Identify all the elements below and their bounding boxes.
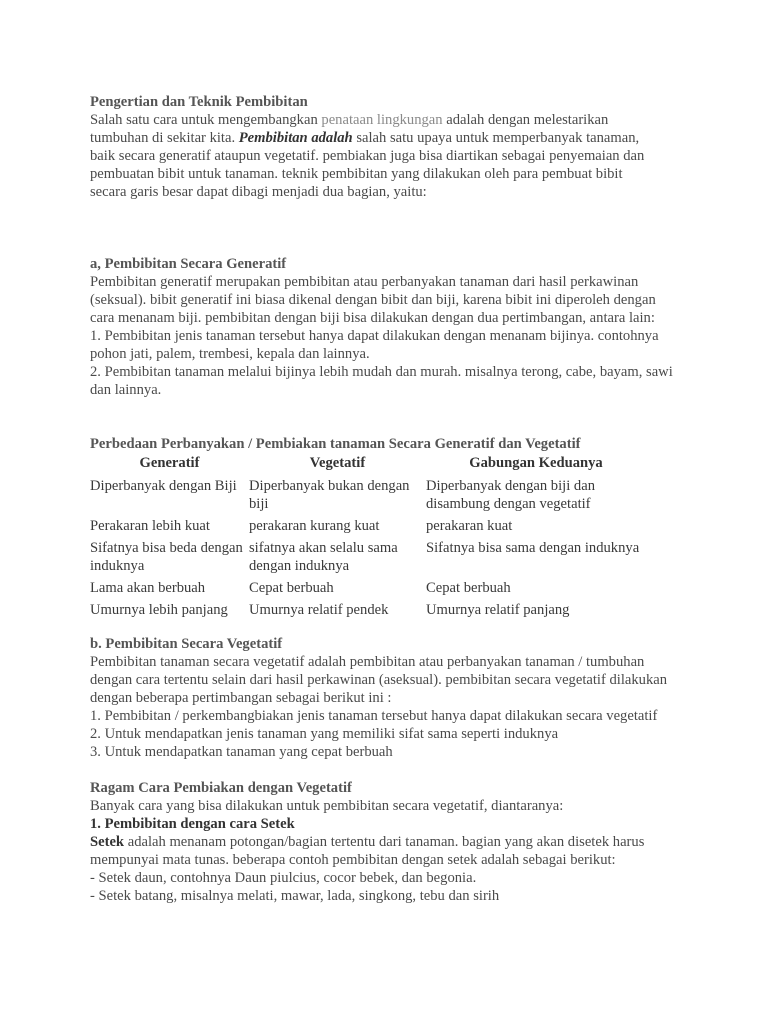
table-cell: Diperbanyak dengan biji dan disambung dengan vegetatif bbox=[426, 478, 595, 512]
table-row bbox=[90, 517, 646, 539]
table-row bbox=[90, 476, 646, 517]
table-row bbox=[90, 539, 646, 579]
intro-text-2: adalah dengan melestarikan tumbuhan di sekitar kita. bbox=[90, 112, 609, 146]
vegetatif-title: b. Pembibitan Secara Vegetatif bbox=[90, 636, 283, 652]
intro-text-1: Salah satu cara untuk mengembangkan bbox=[90, 112, 322, 128]
table-cell: Perakaran lebih kuat bbox=[90, 518, 210, 534]
ragam-title: Ragam Cara Pembiakan dengan Vegetatif bbox=[90, 780, 352, 796]
table-row bbox=[90, 579, 646, 601]
ragam-intro: Banyak cara yang bisa dilakukan untuk pembibitan secara vegetatif, diantaranya: bbox=[90, 798, 564, 814]
table-cell: Umurnya relatif panjang bbox=[426, 602, 570, 618]
table-cell: Cepat berbuah bbox=[249, 580, 334, 596]
setek-list-item-1: - Setek daun, contohnya Daun piulcius, cocor bebek, dan begonia. bbox=[90, 870, 477, 886]
comparison-table-title: Perbedaan Perbanyakan / Pembiakan tanaman Secara Generatif dan Vegetatif bbox=[90, 436, 581, 452]
table-cell: Cepat berbuah bbox=[426, 580, 511, 596]
table-cell: perakaran kurang kuat bbox=[249, 518, 380, 534]
intro-title: Pengertian dan Teknik Pembibitan bbox=[90, 94, 308, 110]
document-content bbox=[90, 93, 690, 905]
intro-text-3: salah satu upaya untuk memperbanyak tanaman, baik secara generatif ataupun vegetatif. pembiakan juga bisa diartikan sebagai penyemaian dan pembuatan bibit untuk tanaman. teknik pembibitan yang dilakukan oleh para pembuat bibit secara garis besar dapat dibagi menjadi dua bagian, yaitu: bbox=[90, 130, 645, 200]
intro-paragraph bbox=[90, 111, 655, 201]
table-cell: Diperbanyak bukan dengan biji bbox=[249, 478, 410, 512]
table-cell: perakaran kuat bbox=[426, 518, 513, 534]
header-gabungan: Gabungan Keduanya bbox=[469, 455, 603, 471]
vegetatif-item-1: 1. Pembibitan / perkembangbiakan jenis tanaman tersebut hanya dapat dilakukan secara vegetatif bbox=[90, 708, 658, 724]
generatif-item-1: 1. Pembibitan jenis tanaman tersebut hanya dapat dilakukan dengan menanam bijinya. contohnya pohon jati, palem, trembesi, kepala dan lainnya. bbox=[90, 328, 659, 362]
vegetatif-item-2: 2. Untuk mendapatkan jenis tanaman yang memiliki sifat sama seperti induknya bbox=[90, 726, 559, 742]
setek-paragraph bbox=[90, 833, 680, 869]
table-cell: Lama akan berbuah bbox=[90, 580, 206, 596]
table-cell: Umurnya relatif pendek bbox=[249, 602, 389, 618]
header-generatif: Generatif bbox=[139, 455, 200, 471]
vegetatif-paragraph: Pembibitan tanaman secara vegetatif adalah pembibitan atau perbanyakan tanaman / tumbuhan dengan cara tertentu selain dari hasil perkawinan (aseksual). pembibitan secara vegetatif dilakukan dengan beberapa pertimbangan sebagai berikut ini : bbox=[90, 654, 668, 706]
comparison-table bbox=[90, 454, 646, 623]
header-vegetatif: Vegetatif bbox=[309, 455, 366, 471]
generatif-title: a, Pembibitan Secara Generatif bbox=[90, 256, 287, 272]
vegetatif-item-3: 3. Untuk mendapatkan tanaman yang cepat berbuah bbox=[90, 744, 393, 760]
table-header-row bbox=[90, 454, 646, 476]
table-cell: sifatnya akan selalu sama dengan induknya bbox=[249, 540, 398, 574]
table-cell: Sifatnya bisa sama dengan induknya bbox=[426, 540, 640, 556]
table-cell: Umurnya lebih panjang bbox=[90, 602, 228, 618]
generatif-paragraph: Pembibitan generatif merupakan pembibitan atau perbanyakan tanaman dari hasil perkawinan (seksual). bibit generatif ini biasa dikenal dengan bibit dan biji, karena bibit ini diperoleh dengan cara menanam biji. pembibitan dengan biji bisa dilakukan dengan dua pertimbangan, antara lain: bbox=[90, 274, 656, 326]
setek-subtitle: 1. Pembibitan dengan cara Setek bbox=[90, 816, 295, 832]
setek-description: adalah menanam potongan/bagian tertentu dari tanaman. bagian yang akan disetek harus mempunyai mata tunas. beberapa contoh pembibitan dengan setek adalah sebagai berikut: bbox=[90, 834, 645, 868]
generatif-item-2: 2. Pembibitan tanaman melalui bijinya lebih mudah dan murah. misalnya terong, cabe, bayam, sawi dan lainnya. bbox=[90, 364, 673, 398]
table-row bbox=[90, 601, 646, 623]
setek-term: Setek bbox=[90, 834, 125, 850]
table-cell: Sifatnya bisa beda dengan induknya bbox=[90, 540, 243, 574]
penataan-lingkungan-link[interactable]: penataan lingkungan bbox=[321, 112, 443, 128]
pembibitan-adalah-term: Pembibitan adalah bbox=[238, 130, 353, 146]
setek-list-item-2: - Setek batang, misalnya melati, mawar, lada, singkong, tebu dan sirih bbox=[90, 888, 500, 904]
table-cell: Diperbanyak dengan Biji bbox=[90, 478, 237, 494]
